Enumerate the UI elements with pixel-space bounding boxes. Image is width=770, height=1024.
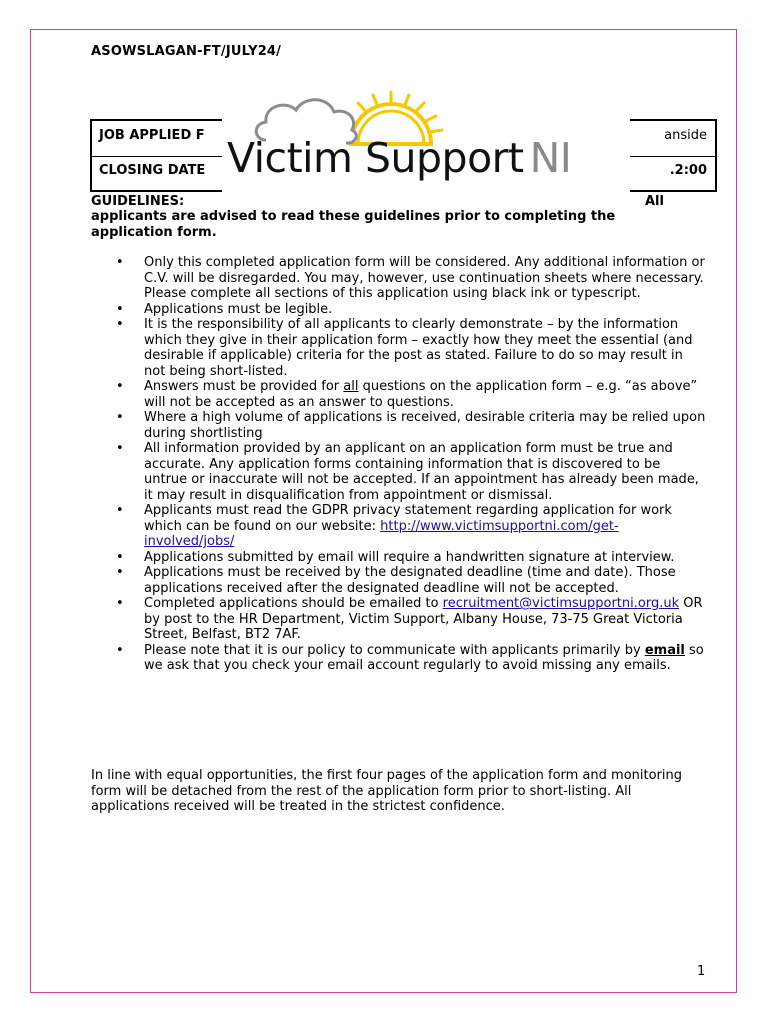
- all-emphasis: all: [343, 379, 359, 394]
- list-item: • It is the responsibility of all applicants to clearly demonstrate – by the information which they give in their application form – exactly how they meet the essential (and desirable if applicable) criteria for the post as stated. Failure to do so may result in not being short-listed.: [111, 317, 706, 379]
- email-emphasis: email: [644, 642, 685, 658]
- guidelines-list: [111, 255, 706, 674]
- list-item-text: questions on the application form – e.g. “as above” will not be accepted as an answer to questions.: [144, 379, 698, 410]
- list-item: [111, 503, 706, 550]
- list-item: • Where a high volume of applications is received, desirable criteria may be relied upon during shortlisting: [111, 410, 706, 441]
- page-number: 1: [697, 964, 706, 979]
- list-item-text: so we ask that you check your email account regularly to avoid missing any emails.: [144, 642, 704, 673]
- list-item-text: Please note that it is our policy to communicate with applicants primarily by: [144, 642, 645, 658]
- guidelines-all: All: [645, 194, 664, 209]
- list-item: [111, 379, 706, 410]
- closing-date-label: CLOSING DATE: [99, 163, 206, 178]
- list-item-text: Completed applications should be emailed to: [144, 596, 443, 611]
- logo-main-text: Victim Support: [227, 134, 524, 182]
- list-item: [111, 596, 706, 643]
- logo-ni-text: NI: [529, 134, 572, 182]
- list-item: • Applications submitted by email will require a handwritten signature at interview.: [111, 550, 706, 566]
- recruitment-email-link[interactable]: recruitment@victimsupportni.org.uk: [442, 596, 680, 611]
- list-item-text: Applicants must read the GDPR privacy statement regarding application for work which can be found on our website:: [144, 503, 672, 534]
- list-item: • Only this completed application form will be considered. Any additional information or C.V. will be disregarded. You may, however, use continuation sheets where necessary. Please complete all sections of this application using black ink or typescript.: [111, 255, 706, 302]
- reference-code: ASOWSLAGAN-FT/JULY24/: [91, 44, 282, 59]
- list-item-text: OR by post to the HR Department, Victim Support, Albany House, 73-75 Great Victoria Street, Belfast, BT2 7AF.: [144, 596, 703, 642]
- list-item: [111, 643, 706, 674]
- equal-opportunities-paragraph: In line with equal opportunities, the first four pages of the application form and monitoring form will be detached from the rest of the application form prior to short-listing. All applications received will be treated in the strictest confidence.: [91, 768, 682, 814]
- logo-wordmark: [227, 134, 571, 182]
- jobs-website-link[interactable]: http://www.victimsupportni.com/get-involved/jobs/: [144, 518, 619, 549]
- closing-date-value: .2:00: [669, 163, 707, 178]
- guidelines-heading: GUIDELINES:: [91, 194, 185, 209]
- list-item: • Applications must be legible.: [111, 302, 706, 318]
- job-applied-value: anside: [664, 128, 707, 143]
- list-item: • All information provided by an applicant on an application form must be true and accurate. Any application forms containing information that is discovered to be untrue or inaccurate will not be accepted. If an appointment has already been made, it may result in disqualification from appointment or dismissal.: [111, 441, 706, 503]
- job-applied-label: JOB APPLIED F: [99, 128, 205, 143]
- list-item-text: Answers must be provided for: [144, 379, 344, 394]
- list-item: • Applications must be received by the designated deadline (time and date). Those applications received after the designated deadline will not be accepted.: [111, 565, 706, 596]
- victim-support-logo: [222, 88, 630, 198]
- guidelines-intro: applicants are advised to read these guidelines prior to completing the application form.: [91, 209, 616, 240]
